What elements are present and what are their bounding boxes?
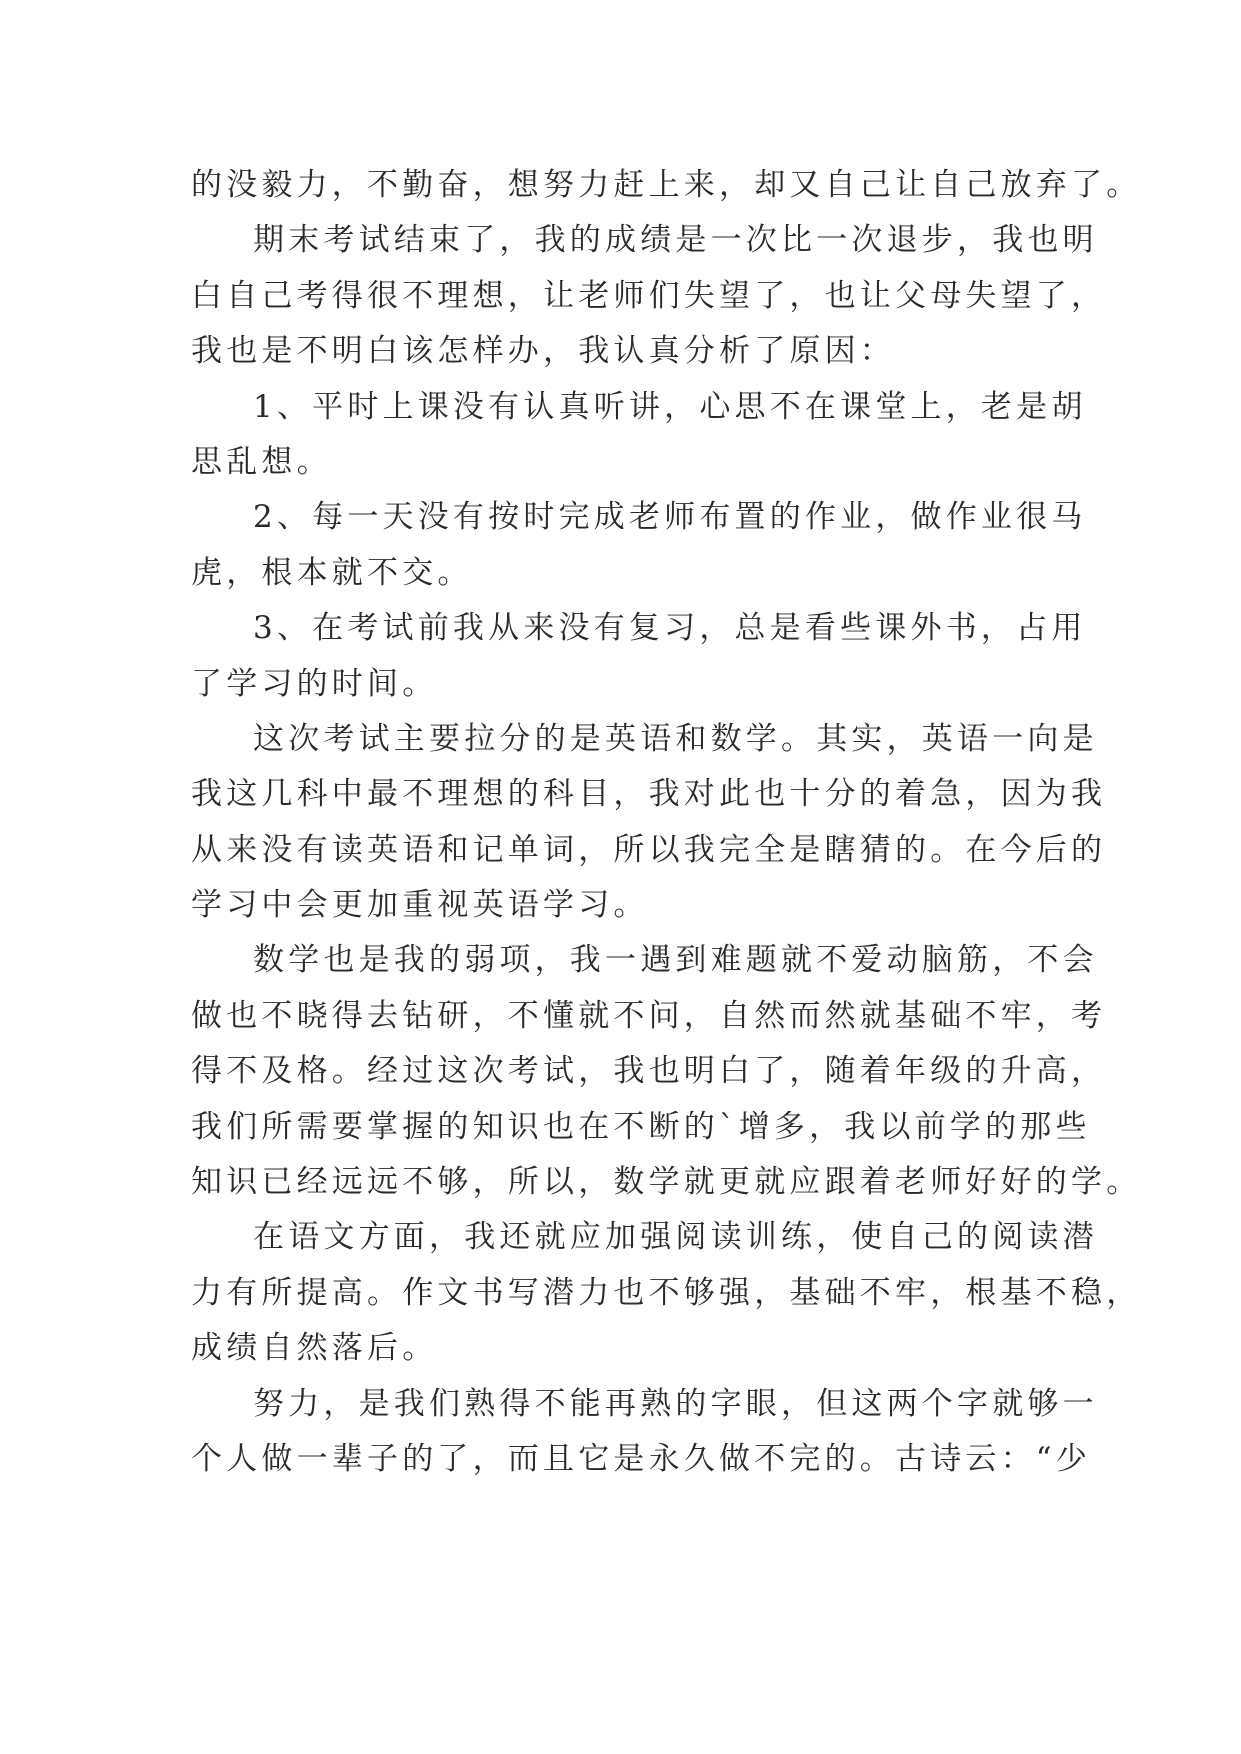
text-line: 思乱想。 <box>191 443 332 480</box>
text-line: 个人做一辈子的了，而且它是永久做不完的。古诗云：“少 <box>191 1440 1092 1477</box>
text-line: 了学习的时间。 <box>191 665 438 702</box>
text-line: 2、每一天没有按时完成老师布置的作业，做作业很马 <box>253 499 1087 536</box>
text-line: 努力，是我们熟得不能再熟的字眼，但这两个字就够一 <box>253 1385 1098 1422</box>
text-line: 得不及格。经过这次考试，我也明白了，随着年级的升高， <box>191 1053 1107 1090</box>
text-line: 我这几科中最不理想的科目，我对此也十分的着急，因为我 <box>191 776 1107 813</box>
text-line: 我也是不明白该怎样办，我认真分析了原因： <box>191 333 895 370</box>
text-line: 的没毅力，不勤奋，想努力赶上来，却又自己让自己放弃了。 <box>191 167 1142 203</box>
body-text <box>191 158 1142 1487</box>
text-line: 期末考试结束了，我的成绩是一次比一次退步，我也明 <box>253 222 1098 259</box>
text-line: 在语文方面，我还就应加强阅读训练，使自己的阅读潜 <box>253 1219 1098 1256</box>
text-line: 力有所提高。作文书写潜力也不够强，基础不牢，根基不稳， <box>191 1274 1142 1311</box>
text-line: 学习中会更加重视英语学习。 <box>191 887 649 924</box>
text-line: 白自己考得很不理想，让老师们失望了，也让父母失望了， <box>191 277 1107 314</box>
text-line: 做也不晓得去钻研，不懂就不问，自然而然就基础不牢，考 <box>191 997 1107 1034</box>
text-line: 知识已经远远不够，所以，数学就更就应跟着老师好好的学。 <box>191 1164 1142 1201</box>
text-line: 3、在考试前我从来没有复习，总是看些课外书，占用 <box>253 610 1087 647</box>
text-line: 这次考试主要拉分的是英语和数学。其实，英语一向是 <box>253 720 1098 757</box>
text-line: 我们所需要掌握的知识也在不断的`增多，我以前学的那些 <box>191 1108 1091 1145</box>
text-line: 虎，根本就不交。 <box>191 554 473 591</box>
text-line: 数学也是我的弱项，我一遇到难题就不爱动脑筋，不会 <box>253 942 1098 979</box>
text-line: 从来没有读英语和记单词，所以我完全是瞎猜的。在今后的 <box>191 831 1107 868</box>
text-line: 成绩自然落后。 <box>191 1330 438 1367</box>
text-line: 1、平时上课没有认真听讲，心思不在课堂上，老是胡 <box>253 388 1087 425</box>
